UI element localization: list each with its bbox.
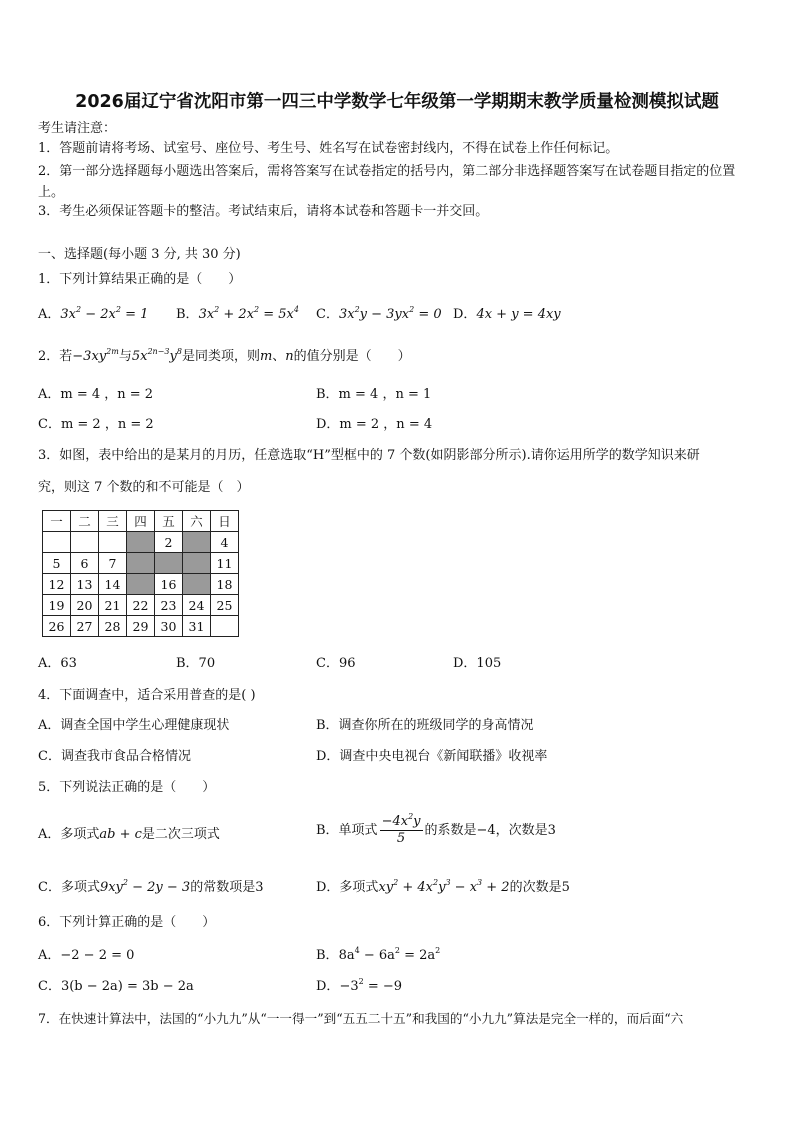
calendar-cell-shaded xyxy=(183,553,211,574)
notice-item-3: 3．考生必须保证答题卡的整洁。考试结束后，请将本试卷和答题卡一并交回。 xyxy=(38,204,489,219)
q4-stem: 4．下面调查中，适合采用普查的是( ) xyxy=(38,688,256,703)
calendar-cell: 20 xyxy=(71,595,99,616)
calendar-header-row xyxy=(43,511,239,532)
calendar-cell: 11 xyxy=(211,553,239,574)
calendar-cell: 26 xyxy=(43,616,71,637)
q1-option-c[interactable]: C．$3x^2y - 3yx^2 = 0$ xyxy=(316,305,442,322)
calendar-cell: 18 xyxy=(211,574,239,595)
section-heading: 一、选择题(每小题 3 分, 共 30 分) xyxy=(38,247,241,262)
q6-stem: 6．下列计算正确的是（ ） xyxy=(38,915,216,930)
calendar-header: 五 xyxy=(155,511,183,532)
calendar-cell: 25 xyxy=(211,595,239,616)
calendar-cell-shaded xyxy=(183,574,211,595)
calendar-cell: 29 xyxy=(127,616,155,637)
q5-option-d[interactable]: D．多项式$xy^2 + 4x^2y^3 - x^3 + 2$的次数是5 xyxy=(316,878,570,895)
q1-option-b[interactable]: B．$3x^2 + 2x^2 = 5x^4$ xyxy=(176,305,299,322)
calendar-cell: 22 xyxy=(127,595,155,616)
calendar-cell: 14 xyxy=(99,574,127,595)
calendar-header: 二 xyxy=(71,511,99,532)
q4-option-c[interactable]: C．调查我市食品合格情况 xyxy=(38,749,191,764)
calendar-cell-shaded xyxy=(127,574,155,595)
calendar-cell: 12 xyxy=(43,574,71,595)
calendar-cell: 24 xyxy=(183,595,211,616)
q2-option-c[interactable]: C．m = 2 ，n = 2 xyxy=(38,417,154,432)
calendar-cell xyxy=(211,616,239,637)
calendar-cell-shaded xyxy=(183,532,211,553)
calendar-row xyxy=(43,616,239,637)
q3-option-a[interactable]: A．63 xyxy=(38,656,77,671)
calendar-cell: 19 xyxy=(43,595,71,616)
calendar-header: 一 xyxy=(43,511,71,532)
page-title: 2026届辽宁省沈阳市第一四三中学数学七年级第一学期期末教学质量检测模拟试题 xyxy=(75,92,719,112)
q3-stem-line-2: 究，则这 7 个数的和不可能是（ ） xyxy=(38,480,250,495)
q3-option-c[interactable]: C．96 xyxy=(316,656,356,671)
q4-option-d[interactable]: D．调查中央电视台《新闻联播》收视率 xyxy=(316,749,548,764)
calendar-cell-shaded xyxy=(127,553,155,574)
q5-option-c[interactable]: C．多项式$9xy^2 - 2y - 3$的常数项是3 xyxy=(38,878,264,895)
notice-item-2: 2．第一部分选择题每小题选出答案后，需将答案写在试卷指定的括号内，第二部分非选择题答案写在试卷题目指定的位置上。 xyxy=(38,164,736,200)
calendar-row xyxy=(43,553,239,574)
q3-stem-line-1: 3．如图，表中给出的是某月的月历，任意选取“H”型框中的 7 个数(如阴影部分所示).请你运用所学的数学知识来研 xyxy=(38,448,700,463)
calendar-table xyxy=(42,510,239,637)
q2-stem: 2．若$-3xy^{2m}$与$5x^{2n-3}y^8$是同类项，则m、n的值分别是（ ） xyxy=(38,347,411,364)
q5-option-b[interactable]: B．单项式 $\frac{-4x^2y}{5}$ 的系数是−4，次数是3 xyxy=(316,812,556,846)
q6-option-b[interactable]: B．$8a^4 - 6a^2 = 2a^2$ xyxy=(316,946,441,963)
calendar-cell: 21 xyxy=(99,595,127,616)
q3-option-b[interactable]: B．70 xyxy=(176,656,216,671)
calendar-header: 日 xyxy=(211,511,239,532)
calendar-cell: 16 xyxy=(155,574,183,595)
calendar-row xyxy=(43,595,239,616)
q5-stem: 5．下列说法正确的是（ ） xyxy=(38,780,216,795)
calendar-header: 三 xyxy=(99,511,127,532)
calendar-cell-shaded xyxy=(127,532,155,553)
calendar-cell xyxy=(71,532,99,553)
q1-stem: 1．下列计算结果正确的是（ ） xyxy=(38,272,242,287)
calendar-cell: 5 xyxy=(43,553,71,574)
fraction: $\frac{-4x^2y}{5}$ xyxy=(381,812,421,846)
calendar-header: 六 xyxy=(183,511,211,532)
notice-heading: 考生请注意： xyxy=(38,121,117,136)
calendar-cell-shaded xyxy=(155,553,183,574)
calendar-cell xyxy=(99,532,127,553)
calendar-cell: 6 xyxy=(71,553,99,574)
q6-option-d[interactable]: D．$-3^2 = -9$ xyxy=(316,977,403,994)
calendar-header: 四 xyxy=(127,511,155,532)
calendar-cell: 30 xyxy=(155,616,183,637)
q6-option-a[interactable]: A．−2 − 2 = 0 xyxy=(38,948,135,963)
calendar-row xyxy=(43,574,239,595)
calendar-cell: 13 xyxy=(71,574,99,595)
calendar-cell: 27 xyxy=(71,616,99,637)
q2-option-b[interactable]: B．m = 4 ，n = 1 xyxy=(316,387,432,402)
q1-option-a[interactable]: A．$3x^2 - 2x^2 = 1$ xyxy=(38,305,149,322)
notice-item-1: 1．答题前请将考场、试室号、座位号、考生号、姓名写在试卷密封线内，不得在试卷上作任何标记。 xyxy=(38,141,619,156)
q2-option-a[interactable]: A．m = 4 ，n = 2 xyxy=(38,387,154,402)
q6-option-c[interactable]: C．3(b − 2a) = 3b − 2a xyxy=(38,979,194,994)
q7-stem: 7．在快速计算法中，法国的“小九九”从“一一得一”到“五五二十五”和我国的“小九九”算法是完全一样的，而后面“六 xyxy=(38,1011,684,1026)
calendar-cell: 23 xyxy=(155,595,183,616)
calendar-row xyxy=(43,532,239,553)
calendar-cell xyxy=(43,532,71,553)
q5-option-a[interactable]: A．多项式ab + c是二次三项式 xyxy=(38,827,220,842)
calendar-cell: 4 xyxy=(211,532,239,553)
q2-option-d[interactable]: D．m = 2 ，n = 4 xyxy=(316,417,433,432)
calendar-cell: 7 xyxy=(99,553,127,574)
q1-option-d[interactable]: D．4x + y = 4xy xyxy=(453,307,561,322)
calendar-cell: 2 xyxy=(155,532,183,553)
calendar-cell: 28 xyxy=(99,616,127,637)
q3-option-d[interactable]: D．105 xyxy=(453,656,502,671)
q4-option-b[interactable]: B．调查你所在的班级同学的身高情况 xyxy=(316,718,534,733)
calendar-cell: 31 xyxy=(183,616,211,637)
q4-option-a[interactable]: A．调查全国中学生心理健康现状 xyxy=(38,718,230,733)
